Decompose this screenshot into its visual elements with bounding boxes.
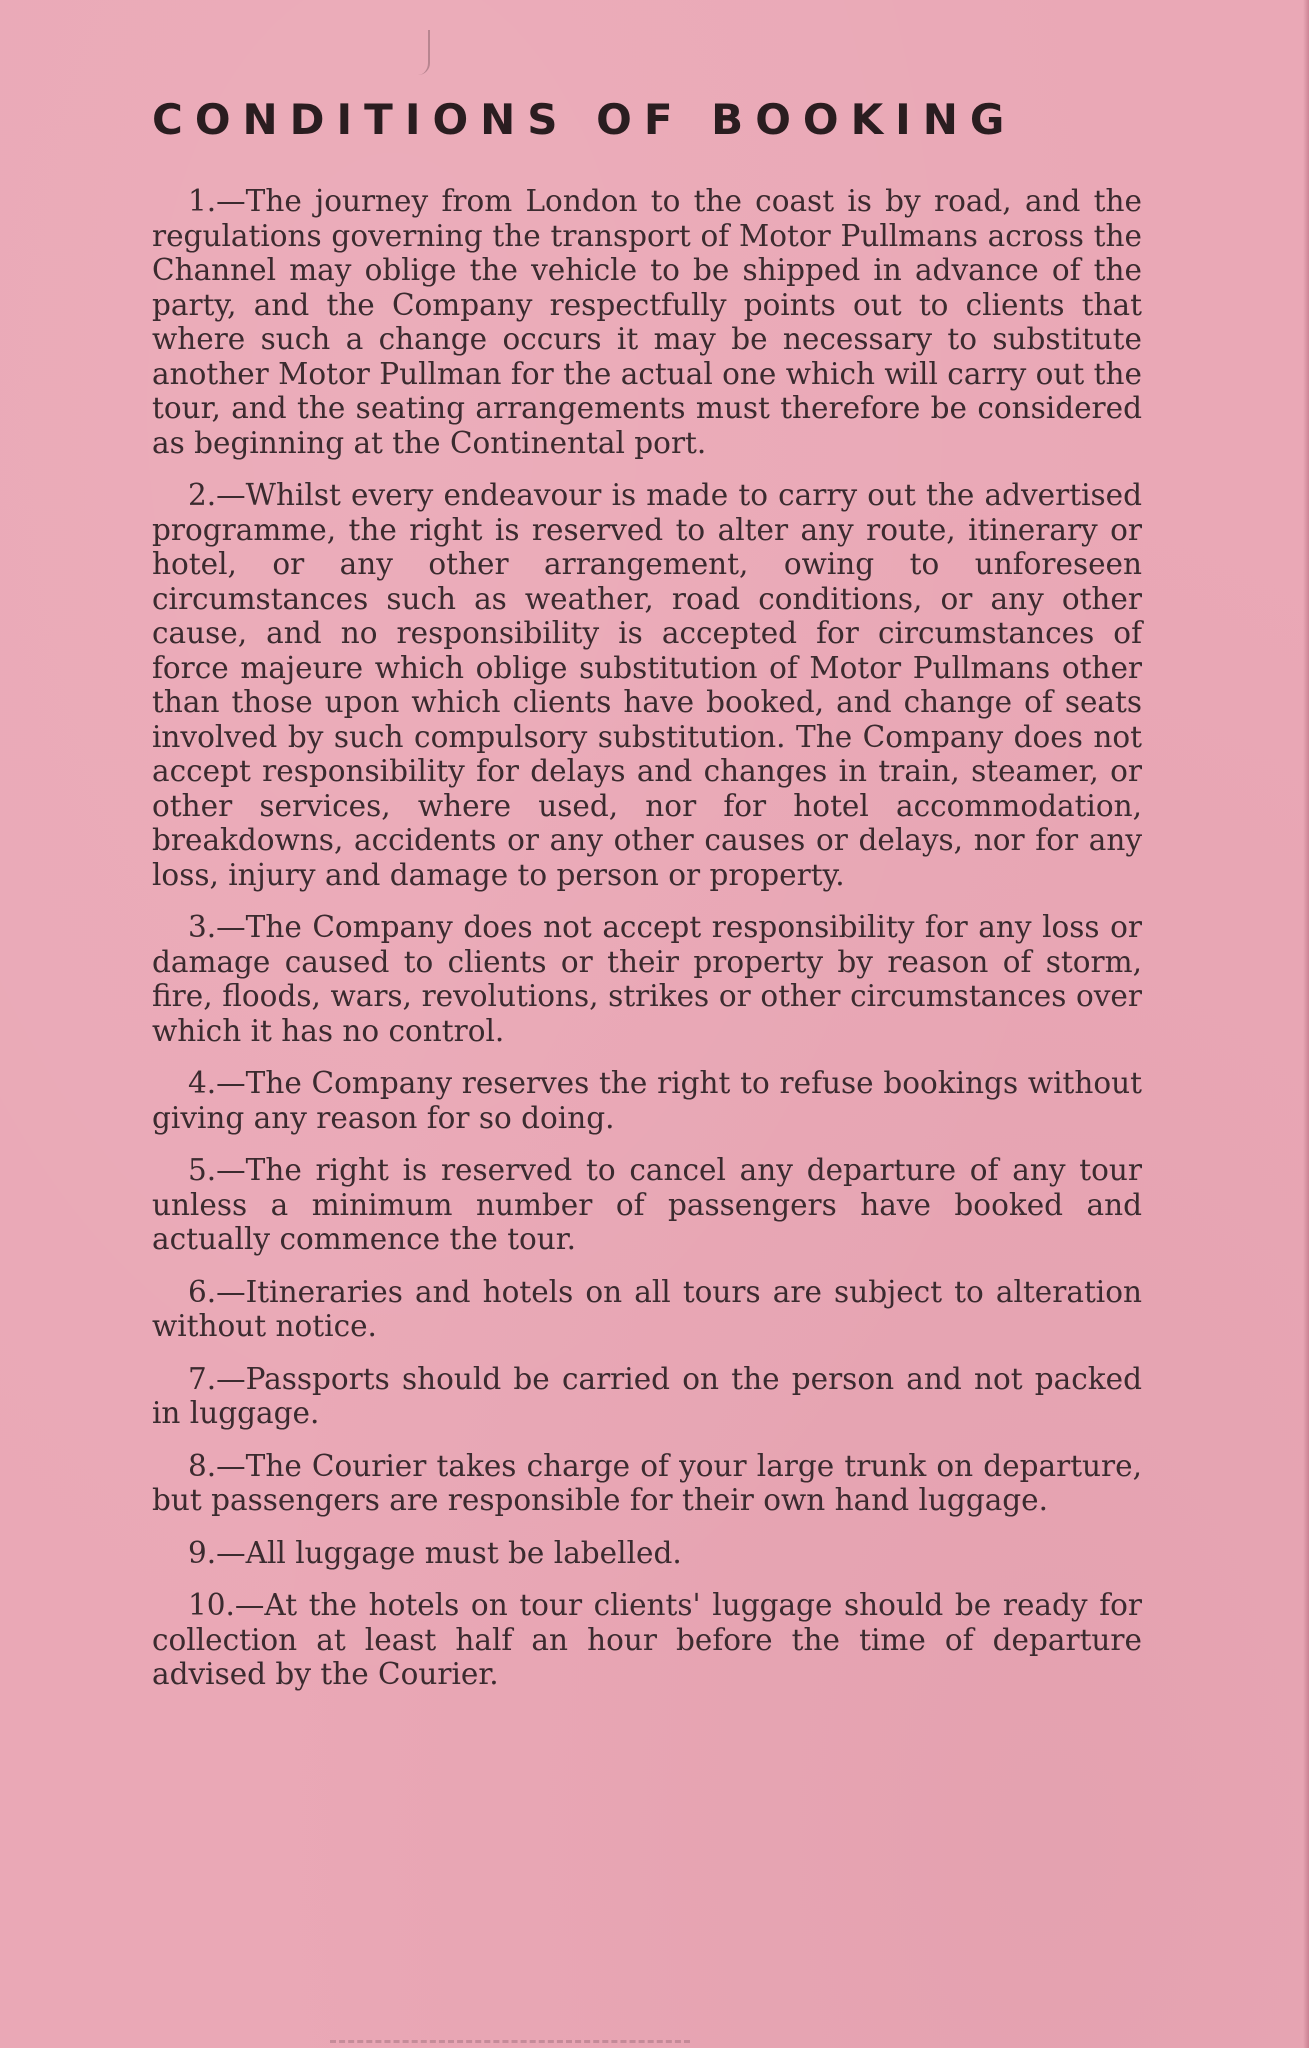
clause-6: 6.—Itineraries and hotels on all tours are subject to alteration without notice. xyxy=(152,1274,1142,1343)
document-body xyxy=(152,95,1142,1710)
clause-4: 4.—The Company reserves the right to refuse bookings without giving any reason for so doing. xyxy=(152,1066,1142,1135)
clause-7: 7.—Passports should be carried on the person and not packed in luggage. xyxy=(152,1361,1142,1430)
paper-mark xyxy=(418,30,430,75)
clause-10: 10.—At the hotels on tour clients' luggage should be ready for collection at least half an hour before the time of departure advised by the Courier. xyxy=(152,1588,1142,1691)
page-title: CONDITIONS OF BOOKING xyxy=(152,95,1017,144)
clause-9: 9.—All luggage must be labelled. xyxy=(188,1535,682,1570)
clause-3: 3.—The Company does not accept responsibility for any loss or damage caused to clients or their property by reason of storm, fire, floods, wars, revolutions, strikes or other circumstances over which it has no control. xyxy=(152,910,1142,1048)
clause-2: 2.—Whilst every endeavour is made to carry out the advertised programme, the right is reserved to alter any route, itinerary or hotel, or any other arrangement, owing to unforeseen circumstances such as weather, road conditions, or any other cause, and no responsibility is accepted for circumstances of force majeure which oblige substitution of Motor Pullmans other than those upon which clients have booked, and change of seats involved by such compulsory substitution. The Company does not accept responsibility for delays and changes in train, steamer, or other services, where used, nor for hotel accommodation, breakdowns, accidents or any other causes or delays, nor for any loss, injury and damage to person or property. xyxy=(152,478,1142,892)
clause-5: 5.—The right is reserved to cancel any departure of any tour unless a minimum number of passengers have booked and actually commence the tour. xyxy=(152,1153,1142,1256)
clause-8: 8.—The Courier takes charge of your large trunk on departure, but passengers are responsible for their own hand luggage. xyxy=(152,1448,1142,1517)
clause-1: 1.—The journey from London to the coast is by road, and the regulations governing the transport of Motor Pullmans across the Channel may oblige the vehicle to be shipped in advance of the party, and the Company respectfully points out to clients that where such a change occurs it may be necessary to substitute another Motor Pullman for the actual one which will carry out the tour, and the seating arrangements must therefore be considered as beginning at the Continental port. xyxy=(152,184,1142,460)
bottom-print-mark xyxy=(330,2040,690,2046)
page-edge xyxy=(1303,0,1309,2048)
